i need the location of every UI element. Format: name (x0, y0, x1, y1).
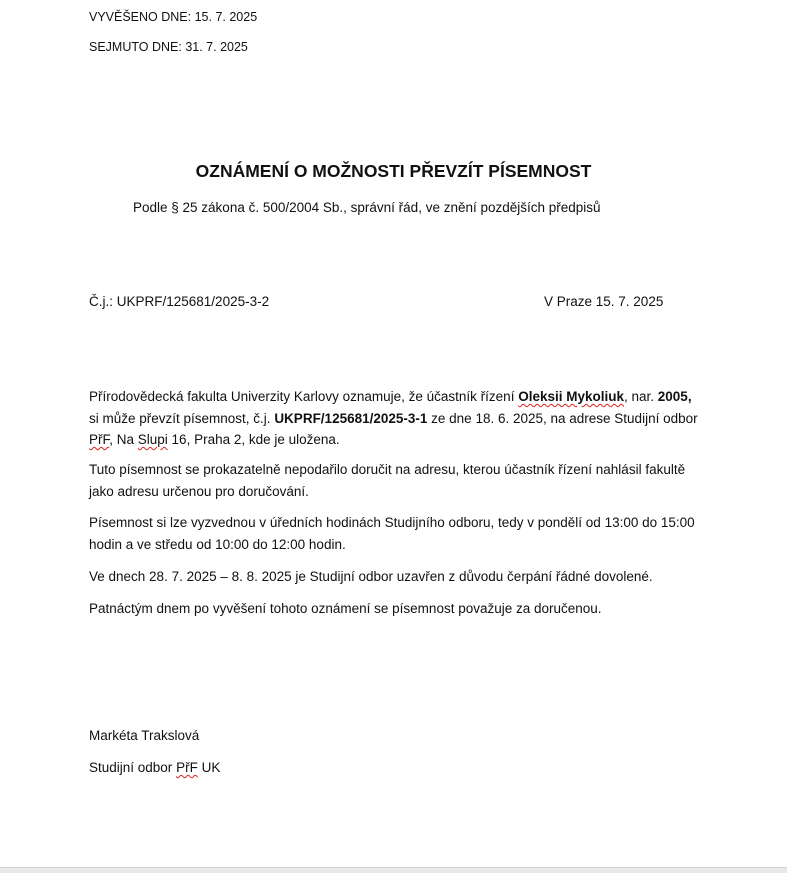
paragraph-delivery-failed: Tuto písemnost se prokazatelně nepodařilo doručit na adresu, kterou účastník řízení nahlásil fakultě jako adresu určenou pro doručování. (89, 462, 686, 499)
street-name: Slupi (137, 432, 168, 447)
department-prefix: Studijní odbor (89, 760, 177, 775)
removed-date-line (89, 39, 248, 55)
faculty-abbreviation: PřF (89, 432, 110, 447)
posted-date: 15. 7. 2025 (194, 10, 258, 24)
case-number: Č.j.: UKPRF/125681/2025-3-2 (89, 294, 270, 309)
paragraph-office-hours: Písemnost si lze vyzvednou v úředních hodinách Studijního odboru, tedy v pondělí od 13:00 do 15:00 hodin a ve středu od 10:00 do 12:00 hodin. (89, 515, 695, 552)
paragraph-notice (89, 386, 701, 451)
posted-label: VYVĚŠENO DNE: (89, 10, 192, 24)
paragraph-notice-text-2: , nar. (624, 389, 658, 404)
removed-date: 31. 7. 2025 (185, 40, 248, 54)
legal-basis-subtitle: Podle § 25 zákona č. 500/2004 Sb., správní řád, ve znění pozdějších předpisů (133, 200, 601, 215)
document-title: OZNÁMENÍ O MOŽNOSTI PŘEVZÍT PÍSEMNOST (195, 161, 592, 181)
department-suffix: UK (197, 760, 221, 775)
window-bottom-edge (0, 867, 787, 873)
place-and-date: V Praze 15. 7. 2025 (544, 294, 664, 309)
document-reference: UKPRF/125681/2025-3-1 (274, 410, 428, 426)
paragraph-closure: Ve dnech 28. 7. 2025 – 8. 8. 2025 je Studijní odbor uzavřen z důvodu čerpání řádné dovolené. (89, 569, 653, 584)
posted-date-line (89, 9, 257, 25)
removed-label: SEJMUTO DNE: (89, 40, 182, 54)
paragraph-notice-text-6: 16, Praha 2, kde je uložena. (167, 432, 340, 447)
paragraph-notice-text-5: , Na (109, 432, 138, 447)
birth-year: 2005, (657, 389, 692, 404)
paragraph-deemed-delivered: Patnáctým dnem po vyvěšení tohoto oznámení se písemnost považuje za doručenou. (89, 601, 602, 616)
paragraph-notice-text-1: Přírodovědecká fakulta Univerzity Karlovy oznamuje, že účastník řízení (89, 389, 519, 404)
signatory-department (89, 759, 220, 777)
department-faculty: PřF (176, 760, 198, 775)
paragraph-notice-text-3: si může převzít písemnost, č.j. (89, 410, 275, 426)
signatory-name: Markéta Trakslová (89, 728, 200, 743)
recipient-name: Oleksii Mykoliuk (518, 389, 624, 404)
paragraph-notice-text-4: ze dne 18. 6. 2025, na adrese Studijní odbor (427, 410, 698, 426)
